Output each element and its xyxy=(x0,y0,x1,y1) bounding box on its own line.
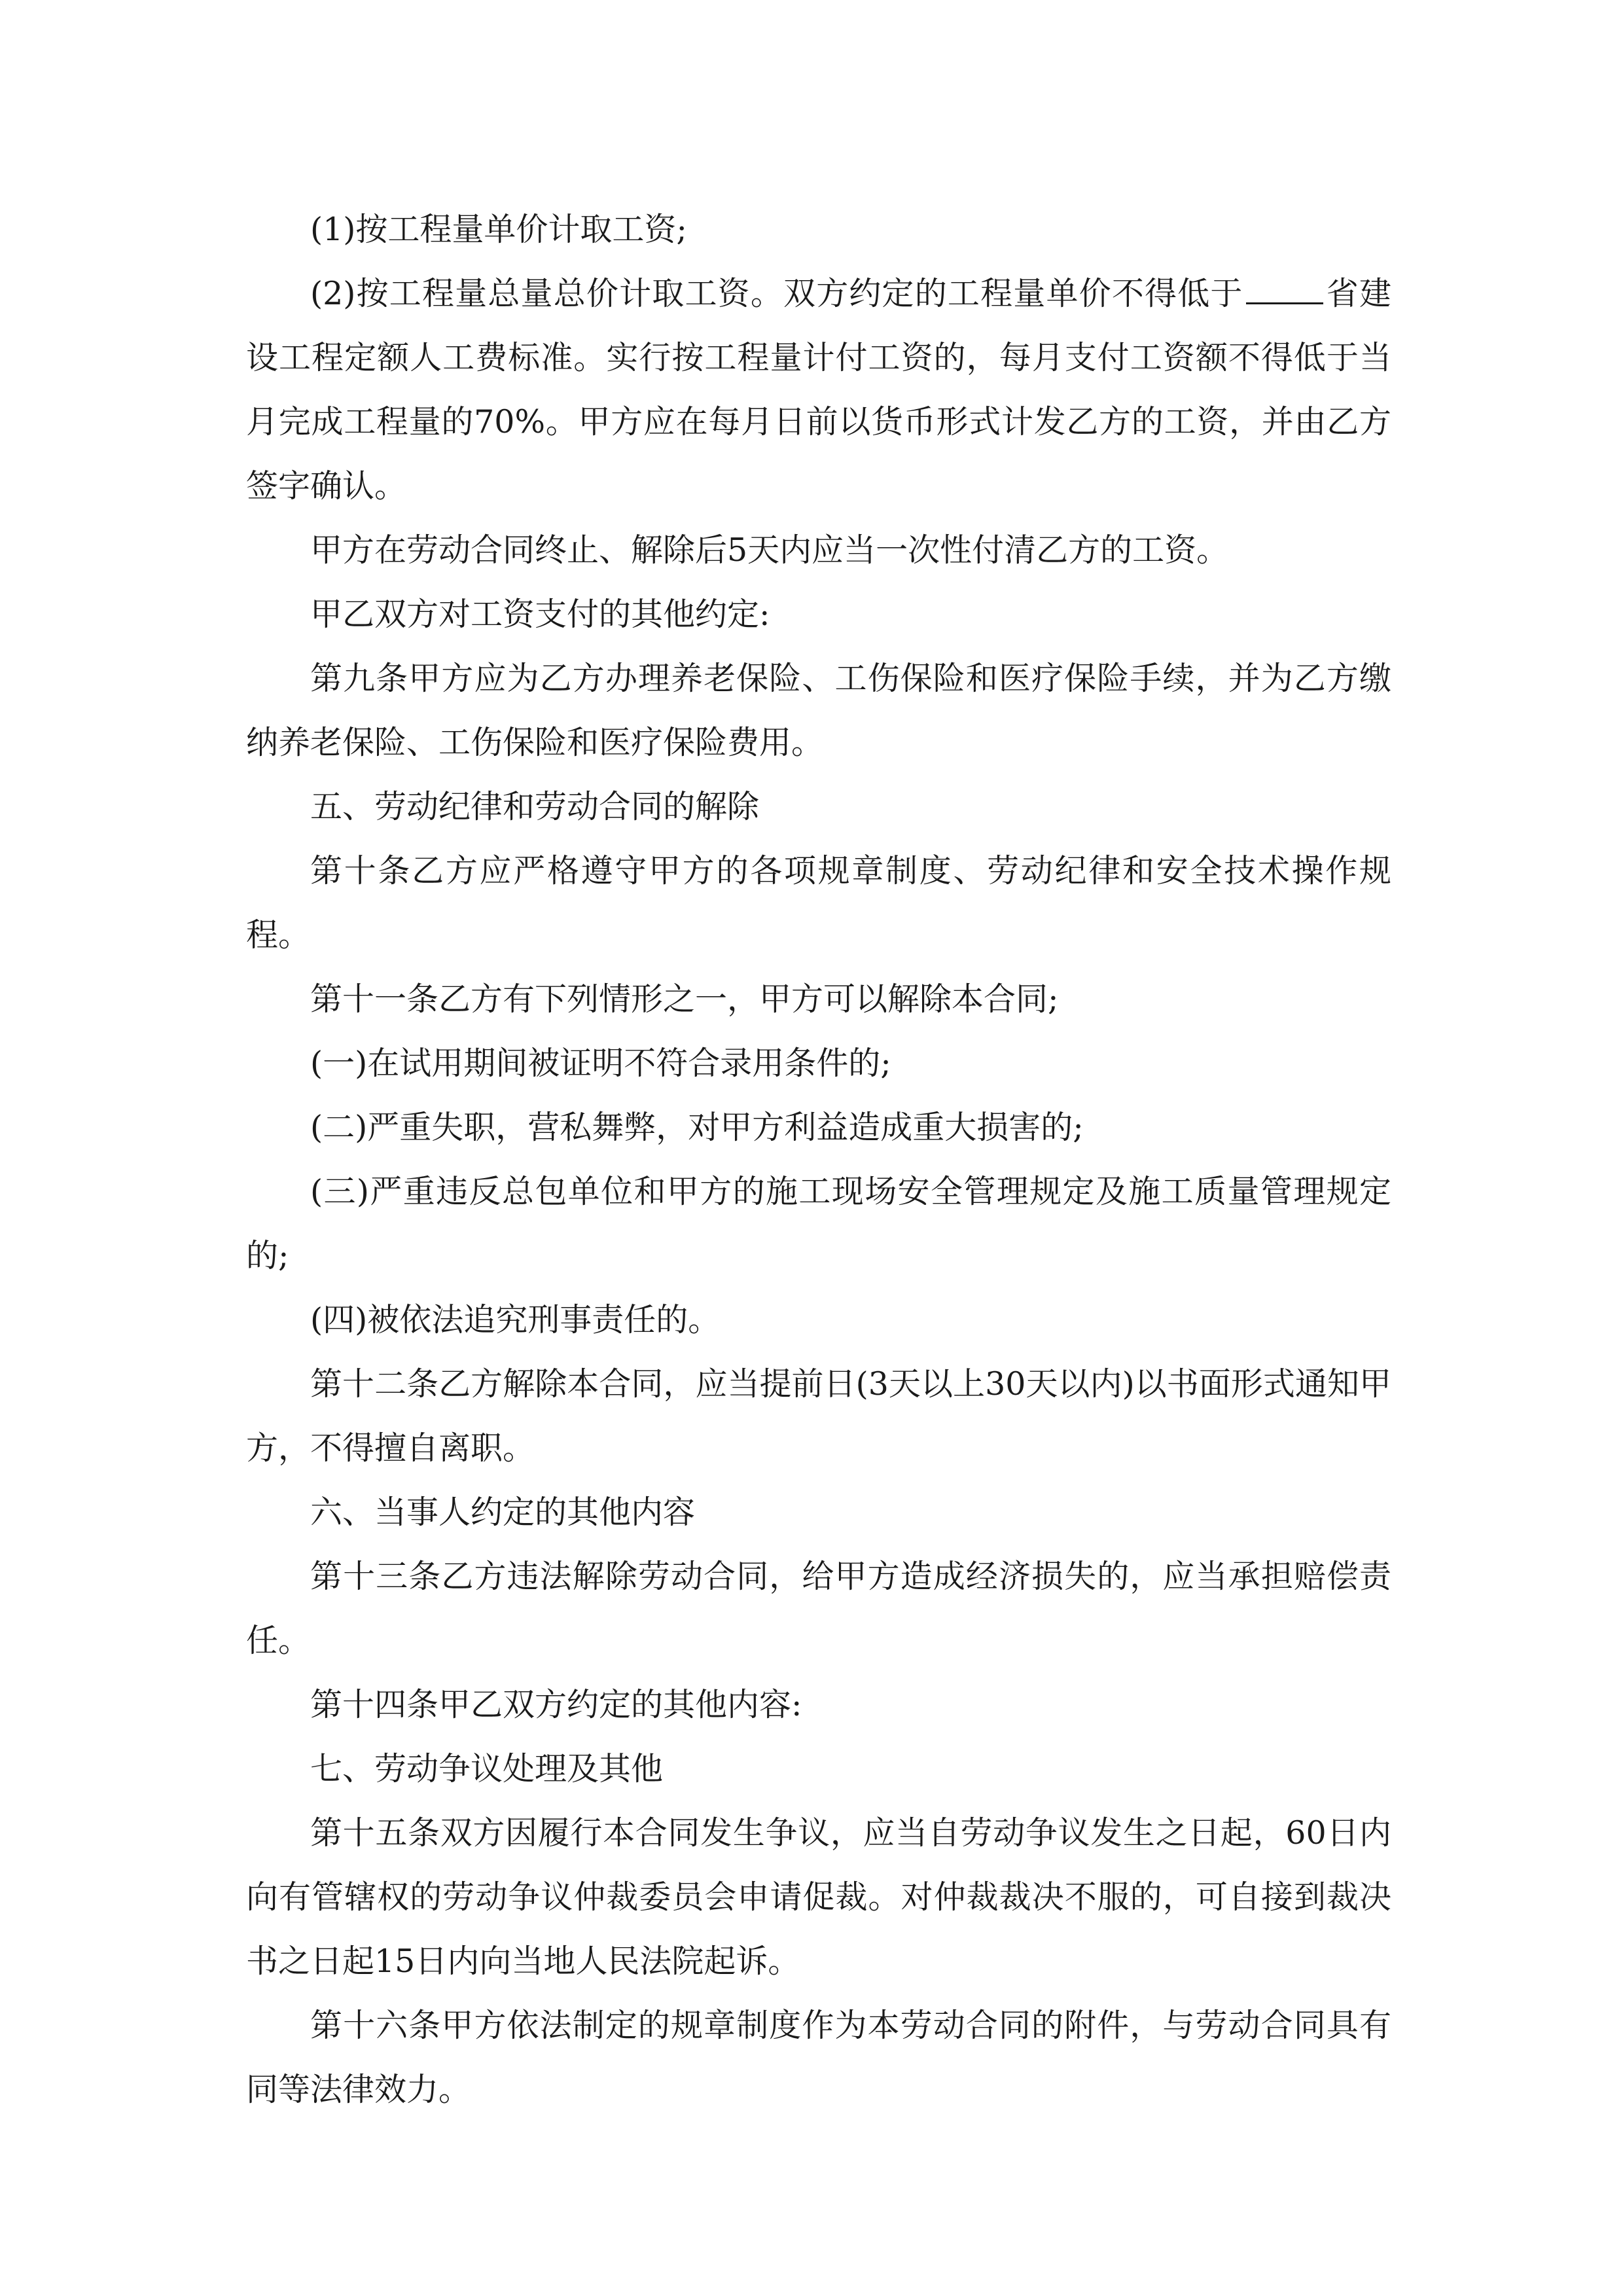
paragraph-wage-by-unit-price: (1)按工程量单价计取工资; xyxy=(310,211,687,248)
section-heading-7: 七、劳动争议处理及其他 xyxy=(310,1750,664,1787)
article-12-resignation: 第十二条乙方解除本合同，应当提前日(3天以上30天以内)以书面形式通知甲方，不得擅自离职。 xyxy=(246,1365,1391,1467)
province-blank-line xyxy=(1246,276,1323,304)
termination-item-2: (二)严重失职，营私舞弊，对甲方利益造成重大损害的; xyxy=(310,1109,1084,1146)
paragraph-final-wage-payment: 甲方在劳动合同终止、解除后5天内应当一次性付清乙方的工资。 xyxy=(310,531,1229,569)
article-13-compensation: 第十三条乙方违法解除劳动合同，给甲方造成经济损失的，应当承担赔偿责任。 xyxy=(246,1558,1391,1659)
article-15-dispute: 第十五条双方因履行本合同发生争议，应当自劳动争议发生之日起，60日内向有管辖权的劳动争议仲裁委员会申请促裁。对仲裁裁决不服的，可自接到裁决书之日起15日内向当地人民法院起诉。 xyxy=(246,1814,1391,1980)
section-heading-6: 六、当事人约定的其他内容 xyxy=(310,1494,696,1531)
article-14-other-terms: 第十四条甲乙双方约定的其他内容: xyxy=(310,1686,802,1723)
section-heading-5: 五、劳动纪律和劳动合同的解除 xyxy=(310,788,760,825)
contract-body xyxy=(246,198,1391,2122)
paragraph-wage-by-total-price xyxy=(246,262,1391,518)
article-10-discipline: 第十条乙方应严格遵守甲方的各项规章制度、劳动纪律和安全技术操作规程。 xyxy=(246,852,1391,954)
article-11-termination: 第十一条乙方有下列情形之一，甲方可以解除本合同; xyxy=(310,980,1059,1018)
paragraph-wage-by-total-price-part2: 省建设工程定额人工费标准。实行按工程量计付工资的，每月支付工资额不得低于当月完成工程量的70%。甲方应在每月日前以货币形式计发乙方的工资，并由乙方签字确认。 xyxy=(246,275,1391,505)
termination-item-1: (一)在试用期间被证明不符合录用条件的; xyxy=(310,1045,891,1082)
paragraph-other-wage-agreement: 甲乙双方对工资支付的其他约定: xyxy=(310,596,770,633)
termination-item-4: (四)被依法追究刑事责任的。 xyxy=(310,1301,721,1338)
termination-item-3: (三)严重违反总包单位和甲方的施工现场安全管理规定及施工质量管理规定的; xyxy=(246,1173,1391,1274)
article-9-insurance: 第九条甲方应为乙方办理养老保险、工伤保险和医疗保险手续，并为乙方缴纳养老保险、工伤保险和医疗保险费用。 xyxy=(246,660,1391,761)
article-16-rules-attachment: 第十六条甲方依法制定的规章制度作为本劳动合同的附件，与劳动合同具有同等法律效力。 xyxy=(246,2007,1391,2108)
paragraph-wage-by-total-price-part1: (2)按工程量总量总价计取工资。双方约定的工程量单价不得低于 xyxy=(310,275,1243,312)
